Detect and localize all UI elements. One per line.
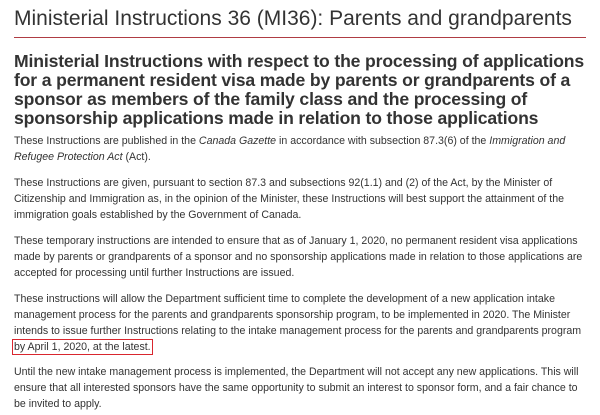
section-heading: Ministerial Instructions with respect to the processing of applications for a permanent resident visa made by parents or grandparents of a sponsor as members of the family class and the processing of sponsorship applications made in relation to those applications — [14, 51, 585, 128]
paragraph-authority: These Instructions are given, pursuant to section 87.3 and subsections 92(1.1) and (2) of the Act, by the Minister of Citizenship and Immigration as, in the opinion of the Minister, these Instructions will best support the attainment of the immigration goals established by the Government of Canada. — [14, 177, 564, 221]
highlighted-deadline: by April 1, 2020, at the latest. — [14, 341, 151, 353]
paragraph-intake-management — [14, 291, 586, 355]
p1-middle: in accordance with subsection 87.3(6) of the — [276, 135, 490, 147]
p4-before: These instructions will allow the Department sufficient time to complete the development of a new application intake management process for the parents and grandparents sponsorship program, to be implemented in 2020. The Minister intends to issue further Instructions relating to the intake management process for the parents and grandparents program — [14, 293, 582, 337]
p1-after: (Act). — [122, 151, 151, 163]
paragraph-publication — [14, 133, 586, 165]
paragraph-no-new-applications: Until the new intake management process is implemented, the Department will not accept any new applications. This will ensure that all interested sponsors have the same opportunity to submit an interest to sponsor form, and a fair chance to be invited to apply. — [14, 366, 579, 410]
act-title: Immigration and Refugee Protection Act — [14, 135, 566, 163]
paragraph-temporary-instructions: These temporary instructions are intended to ensure that as of January 1, 2020, no permanent resident visa applications made by parents or grandparents of a sponsor and no sponsorship applications made in relation to those applications are accepted for processing until further Instructions are issued. — [14, 235, 583, 279]
p1-before: These Instructions are published in the — [14, 135, 199, 147]
page-title: Ministerial Instructions 36 (MI36): Parents and grandparents — [14, 0, 586, 38]
canada-gazette-title: Canada Gazette — [198, 135, 277, 147]
